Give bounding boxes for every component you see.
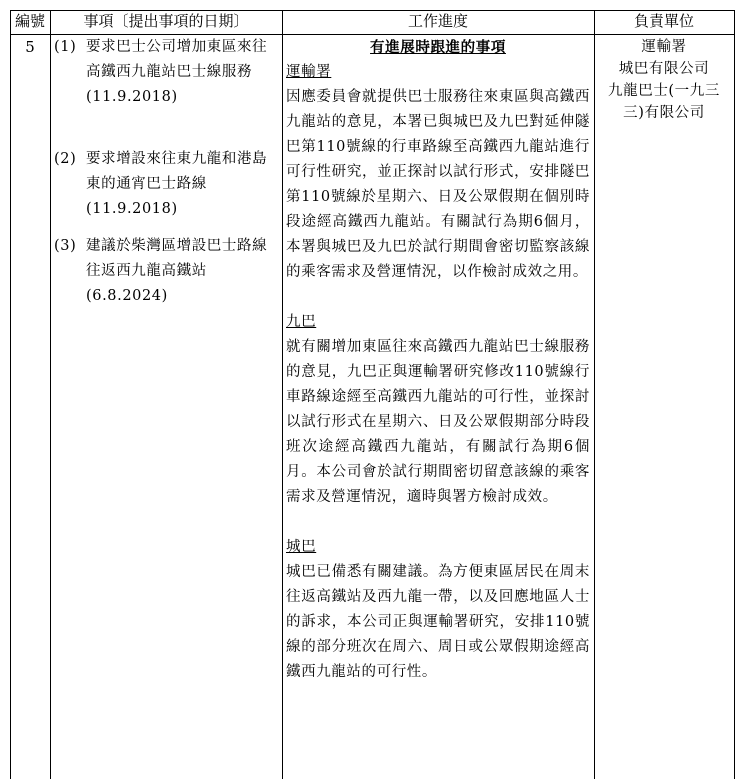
unit-citybus: 城巴有限公司 [618, 61, 710, 77]
list-item [54, 234, 278, 309]
item-text: 要求增設來往東九龍和港島東的通宵巴士路線 [86, 151, 268, 192]
item-index: (2) [54, 151, 77, 167]
section-text-kmb: 就有關增加東區往來高鐵西九龍站巴士線服務的意見，九巴正與運輸署研究修改110號線行車路線途經至高鐵西九龍站的可行性，並探討以試行形式在星期六、日及公眾假期部分時段班次途經高鐵西九龍站，有關試行為期6個月。本公司會於試行期間密切留意該線的乘客需求及營運情況，適時與署方檢討成效。 [286, 339, 590, 505]
table-left-border [10, 10, 11, 779]
header-item: 事項〔提出事項的日期〕 [83, 12, 249, 30]
section-heading-citybus: 城巴 [286, 539, 317, 555]
list-item [54, 147, 278, 222]
section-heading-kmb: 九巴 [286, 314, 317, 330]
progress-cell [286, 35, 590, 685]
list-item [54, 35, 278, 110]
item-date: (11.9.2018) [86, 89, 178, 105]
col-divider-2 [282, 10, 283, 779]
item-text: 建議於柴灣區增設巴士路線往返西九龍高鐵站 [86, 238, 268, 279]
section-heading-td: 運輸署 [286, 64, 332, 80]
items-cell [50, 35, 282, 775]
header-number: 編號 [14, 12, 45, 30]
document-table [10, 10, 735, 779]
table-right-border [734, 10, 735, 779]
item-text: 要求巴士公司增加東區來往高鐵西九龍站巴士線服務 [86, 39, 268, 80]
item-index: (1) [54, 39, 77, 55]
progress-title: 有進展時跟進的事項 [370, 39, 506, 56]
item-date: (6.8.2024) [86, 288, 168, 304]
unit-kmb: 九龍巴士(一九三三)有限公司 [608, 83, 720, 121]
unit-cell [598, 36, 730, 124]
row-number: 5 [25, 38, 35, 56]
section-text-td: 因應委員會就提供巴士服務往來東區與高鐵西九龍站的意見，本署已與城巴及九巴對延伸隧巴第110號線的行車路線至高鐵西九龍站進行可行性研究，並正探討以試行形式，安排隧巴第110號線於星期六、日及公眾假期在個別時段途經高鐵西九龍站。有關試行為期6個月，本署與城巴及九巴於試行期間會密切監察該線的乘客需求及營運情況，以作檢討成效之用。 [286, 89, 590, 280]
item-index: (3) [54, 238, 77, 254]
col-divider-3 [594, 10, 595, 779]
header-progress: 工作進度 [407, 12, 468, 30]
unit-td: 運輸署 [641, 39, 687, 55]
section-text-citybus: 城巴已備悉有關建議。為方便東區居民在周末往返高鐵站及西九龍一帶，以及回應地區人士的訴求，本公司正與運輸署研究，安排110號線的部分班次在周六、周日或公眾假期途經高鐵西九龍站的可行性。 [286, 564, 590, 680]
header-unit: 負責單位 [633, 12, 694, 30]
item-date: (11.9.2018) [86, 201, 178, 217]
